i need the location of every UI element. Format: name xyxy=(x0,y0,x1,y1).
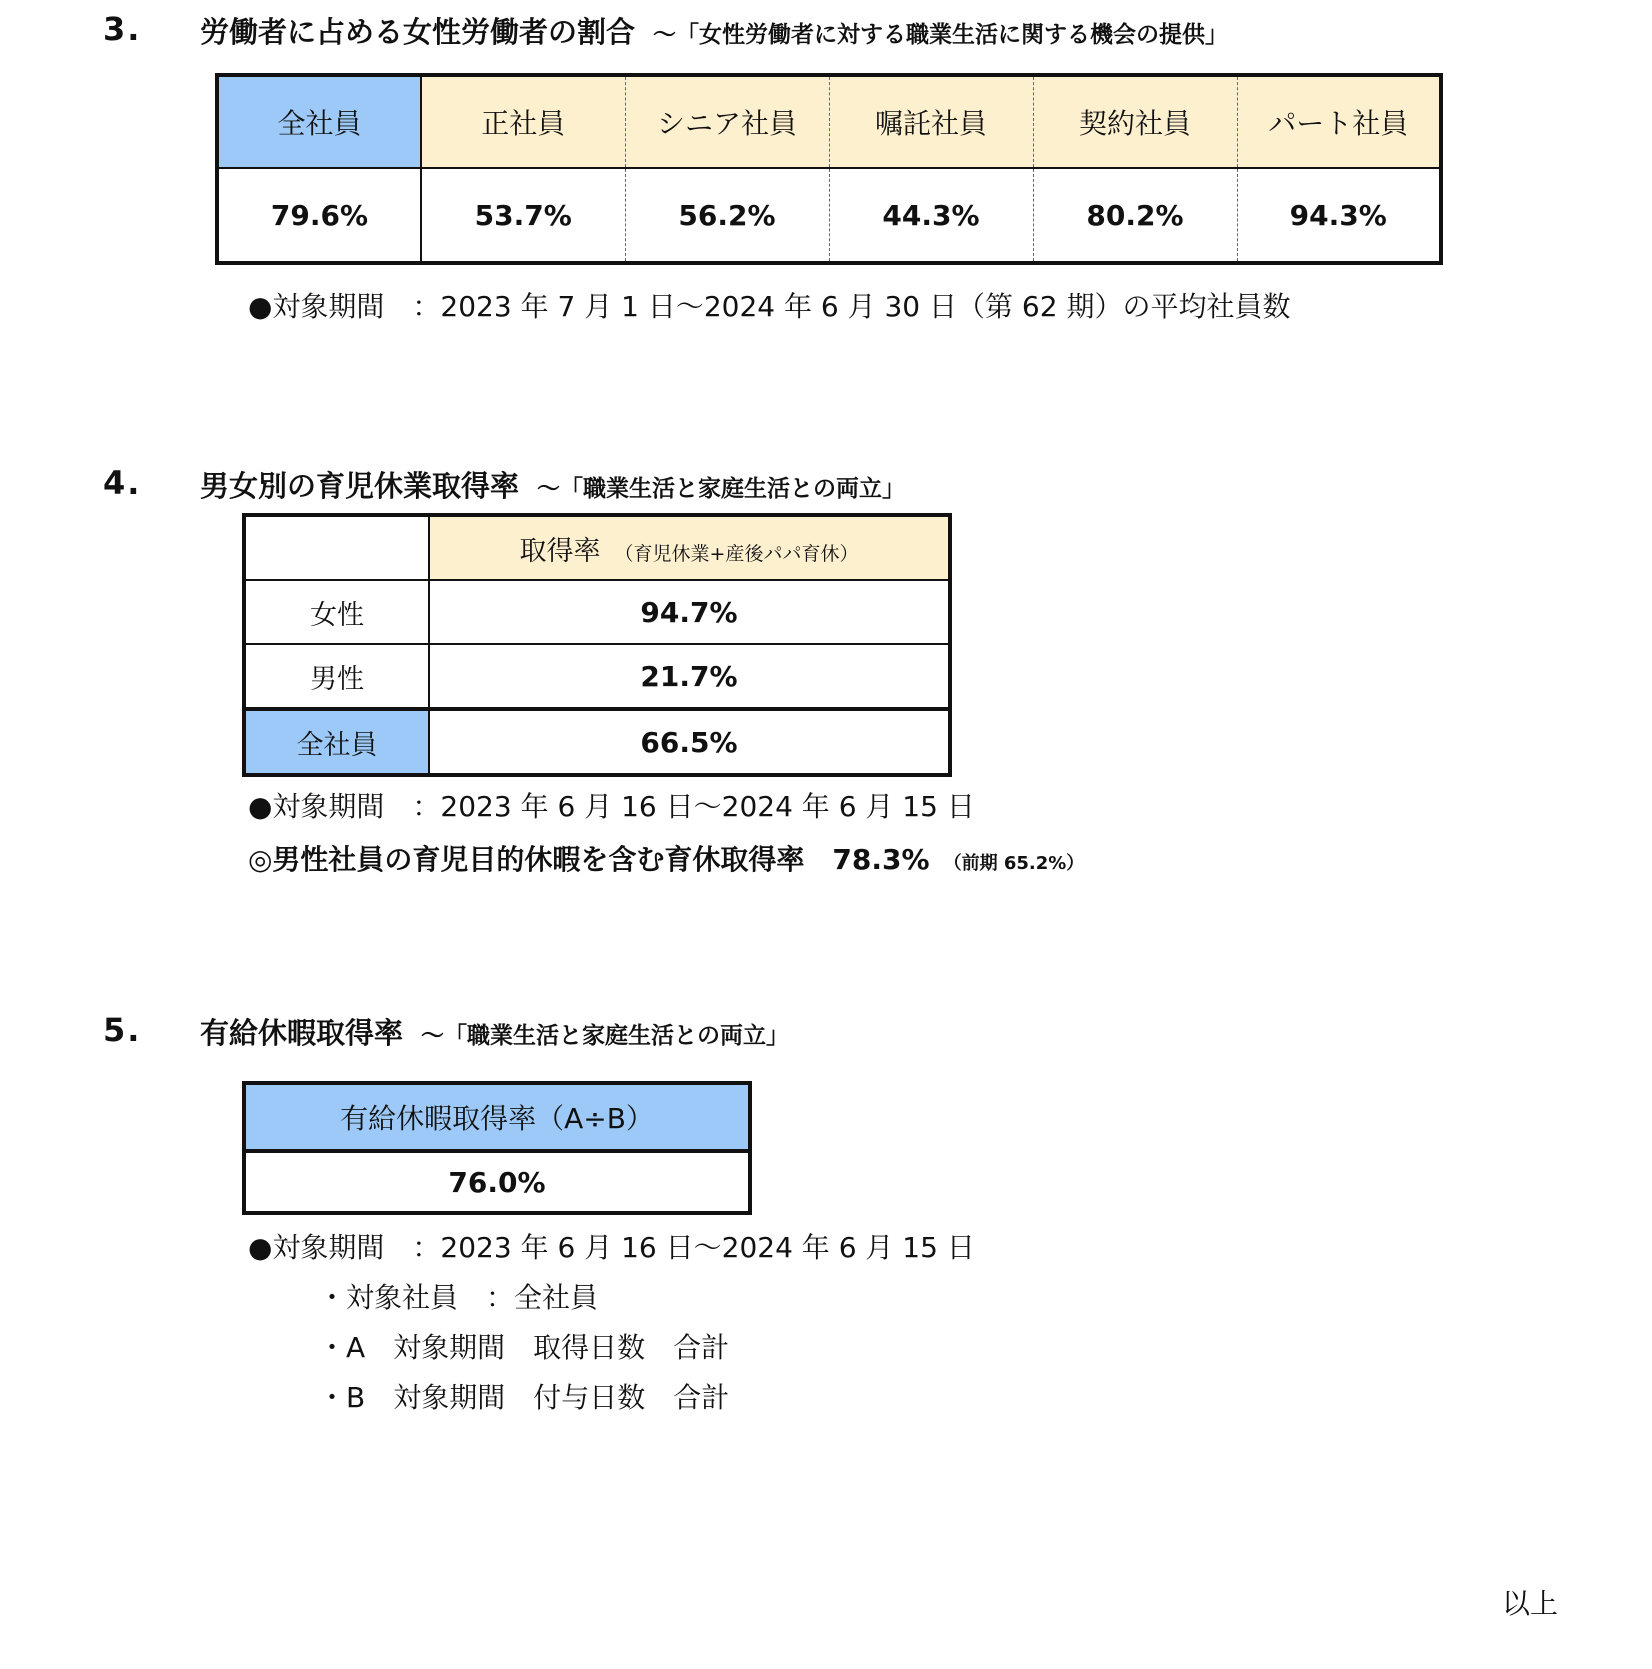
section5-title: 有給休暇取得率 xyxy=(200,1016,404,1050)
col-header-rate-note: （育児休業+産後パパ育休） xyxy=(614,542,859,565)
col-header-contract: 契約社員 xyxy=(1033,75,1237,168)
value-parttime: 94.3% xyxy=(1237,168,1441,263)
col-header-senior: シニア社員 xyxy=(625,75,829,168)
section5-subtitle: ～「職業生活と家庭生活との両立」 xyxy=(421,1023,790,1049)
childcare-leave-table xyxy=(242,513,952,777)
section4-note-period: ●対象期間 ：2023 年 6 月 16 日～2024 年 6 月 15 日 xyxy=(248,790,975,823)
section4-number: 4. xyxy=(103,464,142,502)
table-row xyxy=(217,168,1441,263)
male-leave-rate-text: ◎男性社員の育児目的休暇を含む育休取得率 78.3% xyxy=(248,843,930,876)
value-all: 79.6% xyxy=(217,168,421,263)
row-label-male: 男性 xyxy=(244,644,429,709)
table-header-row xyxy=(244,1083,750,1151)
section5-note-target: ・対象社員 ：全社員 xyxy=(318,1281,599,1314)
row-label-female: 女性 xyxy=(244,580,429,644)
section4-note-male xyxy=(248,838,1084,878)
col-header-rate xyxy=(429,515,950,580)
section4-subtitle: ～「職業生活と家庭生活との両立」 xyxy=(537,476,906,502)
section5-note-period: ●対象期間 ：2023 年 6 月 16 日～2024 年 6 月 15 日 xyxy=(248,1231,975,1264)
section3-number: 3. xyxy=(103,10,142,48)
row-value-male: 21.7% xyxy=(429,644,950,709)
table-row xyxy=(244,644,950,709)
table-header-row xyxy=(244,515,950,580)
section3-title: 労働者に占める女性労働者の割合 xyxy=(200,15,636,49)
col-header-contract-staff: 嘱託社員 xyxy=(829,75,1033,168)
closing-text: 以上 xyxy=(1502,1587,1559,1620)
empty-header-cell xyxy=(244,515,429,580)
paid-leave-value: 76.0% xyxy=(448,1165,546,1199)
table-row xyxy=(244,709,950,775)
value-senior: 56.2% xyxy=(625,168,829,263)
col-header-parttime: パート社員 xyxy=(1237,75,1441,168)
section4-title: 男女別の育児休業取得率 xyxy=(200,469,520,503)
section5-note-a: ・A 対象期間 取得日数 合計 xyxy=(318,1331,730,1364)
section3-note: ●対象期間 ：2023 年 7 月 1 日～2024 年 6 月 30 日（第 62 期）の平均社員数 xyxy=(248,290,1291,323)
row-value-all: 66.5% xyxy=(429,709,950,775)
section5-number: 5. xyxy=(103,1011,142,1049)
row-label-all: 全社員 xyxy=(244,709,429,775)
table-row xyxy=(244,580,950,644)
paid-leave-table xyxy=(242,1081,752,1215)
section3-subtitle: ～「女性労働者に対する職業生活に関する機会の提供」 xyxy=(653,22,1229,48)
table-row xyxy=(244,1151,750,1213)
value-contract: 80.2% xyxy=(1033,168,1237,263)
female-ratio-table xyxy=(215,73,1443,265)
col-header-all: 全社員 xyxy=(217,75,421,168)
section5-heading xyxy=(200,1011,789,1052)
section5-note-b: ・B 対象期間 付与日数 合計 xyxy=(318,1381,730,1414)
value-regular: 53.7% xyxy=(421,168,625,263)
col-header-regular: 正社員 xyxy=(421,75,625,168)
section4-heading xyxy=(200,464,905,505)
col-header-paid-leave: 有給休暇取得率（A÷B） xyxy=(244,1083,750,1151)
section3-heading xyxy=(200,10,1228,51)
row-value-female: 94.7% xyxy=(429,580,950,644)
previous-period-rate: （前期 65.2%） xyxy=(943,853,1085,874)
value-contract-staff: 44.3% xyxy=(829,168,1033,263)
table-header-row xyxy=(217,75,1441,168)
col-header-rate-main: 取得率 xyxy=(519,535,601,567)
